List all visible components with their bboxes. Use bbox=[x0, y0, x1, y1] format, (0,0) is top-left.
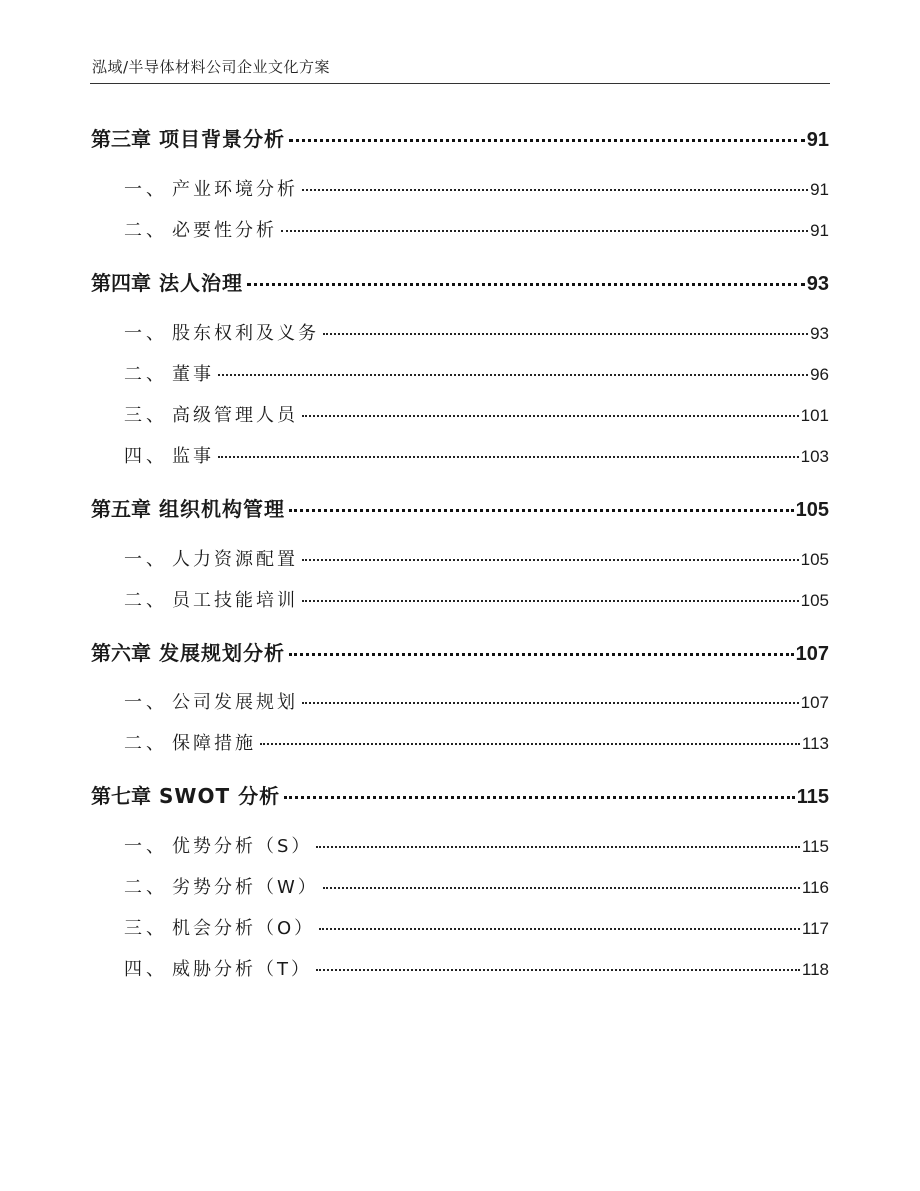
toc-entry-title: 组织机构管理 bbox=[159, 497, 285, 521]
toc-page-number: 113 bbox=[801, 734, 829, 753]
toc-entry-title: 优势分析（S） bbox=[172, 836, 313, 857]
toc-chapter-entry[interactable] bbox=[91, 493, 829, 522]
toc-entry-number: 一、 bbox=[124, 179, 168, 200]
toc-section-entry[interactable] bbox=[124, 545, 829, 571]
toc-entry-title: 项目背景分析 bbox=[159, 127, 285, 151]
toc-entry-number: 三、 bbox=[124, 405, 168, 426]
toc-chapter-entry[interactable] bbox=[91, 780, 829, 809]
toc-entry-number: 第五章 bbox=[91, 497, 151, 521]
toc-section-entry[interactable] bbox=[124, 586, 829, 612]
dot-leader bbox=[289, 653, 794, 656]
dot-leader bbox=[302, 415, 799, 417]
toc-page-number: 118 bbox=[801, 960, 829, 979]
toc-entry-number: 二、 bbox=[124, 590, 168, 611]
toc-page-number: 107 bbox=[800, 693, 829, 712]
toc-entry-title: 必要性分析 bbox=[172, 220, 277, 241]
toc-entry-title: 威胁分析（T） bbox=[172, 959, 312, 980]
toc-entry-number: 二、 bbox=[124, 364, 168, 385]
toc-page-number: 105 bbox=[800, 550, 829, 569]
toc-section-entry[interactable] bbox=[124, 175, 829, 201]
toc-page-number: 107 bbox=[795, 643, 829, 665]
dot-leader bbox=[316, 969, 800, 971]
dot-leader bbox=[302, 559, 799, 561]
toc-section-entry[interactable] bbox=[124, 832, 829, 858]
toc-entry-number: 一、 bbox=[124, 836, 168, 857]
toc-page-number: 101 bbox=[800, 406, 829, 425]
toc-section-entry[interactable] bbox=[124, 319, 829, 345]
toc-entry-title: 监事 bbox=[172, 446, 214, 467]
header-divider bbox=[90, 83, 830, 84]
toc-entry-title: 董事 bbox=[172, 364, 214, 385]
toc-page-number: 105 bbox=[795, 499, 829, 521]
dot-leader bbox=[302, 600, 799, 602]
toc-entry-title: 劣势分析（W） bbox=[172, 877, 319, 898]
toc-entry-number: 第四章 bbox=[91, 271, 151, 295]
toc-entry-number: 一、 bbox=[124, 323, 168, 344]
toc-page-number: 115 bbox=[801, 837, 829, 856]
toc-chapter-entry[interactable] bbox=[91, 267, 829, 296]
toc-entry-number: 一、 bbox=[124, 549, 168, 570]
dot-leader bbox=[323, 887, 800, 889]
dot-leader bbox=[260, 743, 800, 745]
toc-section-entry[interactable] bbox=[124, 401, 829, 427]
toc-entry-number: 三、 bbox=[124, 918, 168, 939]
toc-chapter-entry[interactable] bbox=[91, 123, 829, 152]
toc-entry-title: 人力资源配置 bbox=[172, 549, 298, 570]
toc-entry-number: 四、 bbox=[124, 446, 168, 467]
dot-leader bbox=[319, 928, 800, 930]
toc-entry-title: 保障措施 bbox=[172, 733, 256, 754]
toc-page-number: 93 bbox=[810, 324, 829, 343]
dot-leader bbox=[218, 456, 799, 458]
toc-page-number: 96 bbox=[810, 365, 829, 384]
toc-page-number: 91 bbox=[810, 221, 829, 240]
toc-entry-number: 四、 bbox=[124, 959, 168, 980]
dot-leader bbox=[302, 702, 799, 704]
dot-leader bbox=[316, 846, 799, 848]
toc-entry-number: 二、 bbox=[124, 877, 168, 898]
toc-page-number: 115 bbox=[796, 786, 829, 808]
toc-page-number: 93 bbox=[806, 273, 829, 295]
toc-section-entry[interactable] bbox=[124, 729, 829, 755]
toc-section-entry[interactable] bbox=[124, 955, 829, 981]
dot-leader bbox=[247, 283, 805, 286]
dot-leader bbox=[289, 509, 794, 512]
toc-entry-title: 股东权利及义务 bbox=[172, 323, 319, 344]
toc-page-number: 103 bbox=[800, 447, 829, 466]
toc-entry-number: 二、 bbox=[124, 220, 168, 241]
toc-page-number: 91 bbox=[806, 129, 829, 151]
toc-entry-title: 法人治理 bbox=[159, 271, 243, 295]
dot-leader bbox=[284, 796, 795, 799]
toc-page-number: 117 bbox=[801, 919, 829, 938]
toc-entry-title: SWOT 分析 bbox=[159, 784, 281, 808]
toc-entry-title: 高级管理人员 bbox=[172, 405, 298, 426]
toc-entry-number: 第六章 bbox=[91, 641, 151, 665]
dot-leader bbox=[218, 374, 808, 376]
toc-entry-number: 一、 bbox=[124, 692, 168, 713]
toc-entry-number: 第三章 bbox=[91, 127, 151, 151]
toc-section-entry[interactable] bbox=[124, 688, 829, 714]
toc-entry-title: 公司发展规划 bbox=[172, 692, 298, 713]
toc-section-entry[interactable] bbox=[124, 216, 829, 242]
toc-entry-title: 发展规划分析 bbox=[159, 641, 285, 665]
toc-section-entry[interactable] bbox=[124, 442, 829, 468]
dot-leader bbox=[289, 139, 805, 142]
toc-page-number: 91 bbox=[810, 180, 829, 199]
dot-leader bbox=[323, 333, 808, 335]
toc-section-entry[interactable] bbox=[124, 873, 829, 899]
toc-section-entry[interactable] bbox=[124, 914, 829, 940]
dot-leader bbox=[302, 189, 808, 191]
toc-entry-title: 机会分析（O） bbox=[172, 918, 316, 939]
running-header: 泓域/半导体材料公司企业文化方案 bbox=[92, 58, 331, 76]
toc-entry-number: 第七章 bbox=[91, 784, 151, 808]
dot-leader bbox=[281, 230, 808, 232]
toc-entry-title: 产业环境分析 bbox=[172, 179, 298, 200]
toc-entry-number: 二、 bbox=[124, 733, 168, 754]
toc-section-entry[interactable] bbox=[124, 360, 829, 386]
toc-chapter-entry[interactable] bbox=[91, 637, 829, 666]
toc-entry-title: 员工技能培训 bbox=[172, 590, 298, 611]
toc-page-number: 105 bbox=[800, 591, 829, 610]
toc-page-number: 116 bbox=[801, 878, 829, 897]
